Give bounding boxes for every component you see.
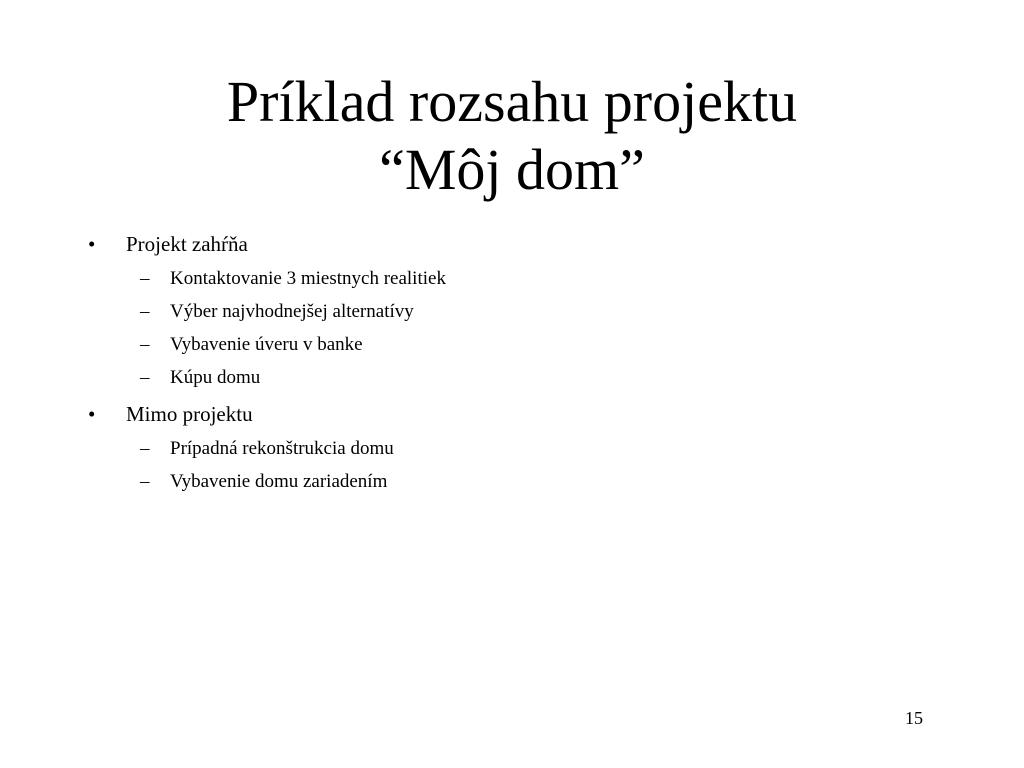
bullet-icon: • [88,402,96,426]
dash-icon: – [140,438,150,459]
sub-bullet-item [88,469,968,494]
bullet-item-projekt-zahrna [88,230,968,258]
title-line-2: “Môj dom” [379,137,645,202]
sub-bullet-text: Vybavenie domu zariadením [170,471,388,492]
bullet-list [88,230,968,502]
bullet-item-mimo-projektu [88,400,968,428]
page-number: 15 [905,708,923,728]
sub-bullet-text: Prípadná rekonštrukcia domu [170,438,394,459]
sub-bullet-text: Kontaktovanie 3 miestnych realitiek [170,268,446,289]
slide-title [0,68,1024,204]
dash-icon: – [140,301,150,322]
sub-bullet-text: Vybavenie úveru v banke [170,334,363,355]
sub-bullet-text: Výber najvhodnejšej alternatívy [170,301,414,322]
dash-icon: – [140,268,150,289]
sub-bullet-text: Kúpu domu [170,367,261,388]
sub-bullet-item [88,266,968,291]
dash-icon: – [140,471,150,492]
sub-bullet-item [88,365,968,390]
bullet-text: Projekt zahŕňa [126,232,248,256]
dash-icon: – [140,334,150,355]
bullet-icon: • [88,232,96,256]
sub-bullet-item [88,436,968,461]
bullet-text: Mimo projektu [126,402,253,426]
title-line-1: Príklad rozsahu projektu [226,69,798,134]
sub-bullet-item [88,299,968,324]
dash-icon: – [140,367,150,388]
sub-bullet-item [88,332,968,357]
